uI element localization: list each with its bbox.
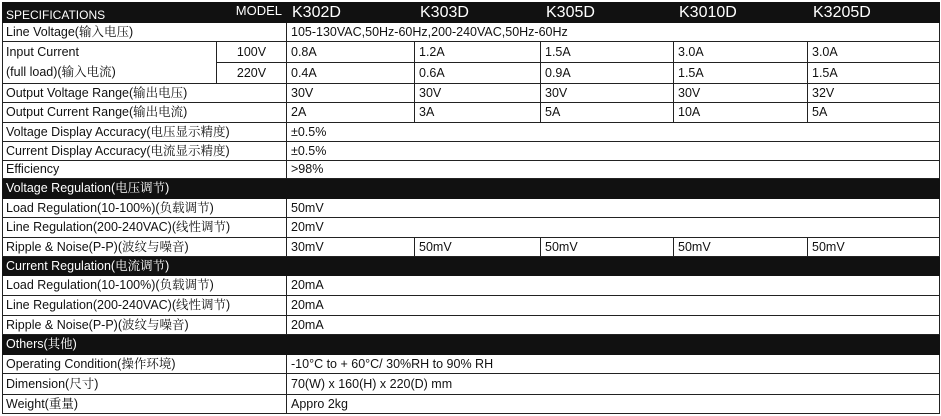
row-value: 30V (674, 83, 808, 102)
row-value: 20mA (287, 295, 940, 315)
section-title: Current Regulation(电流调节) (3, 257, 940, 276)
row-label: Ripple & Noise(P-P)(波纹与噪音) (3, 238, 287, 257)
row-value: 50mV (287, 198, 940, 217)
weight-row (3, 394, 940, 413)
others-section (3, 335, 940, 355)
row-value: 30mV (287, 238, 415, 257)
current-load-regulation-row (3, 276, 940, 295)
operating-condition-row (3, 355, 940, 374)
row-value: 50mV (674, 238, 808, 257)
input-voltage-220v: 220V (217, 63, 287, 84)
row-value: 1.5A (541, 42, 674, 63)
input-current-label (3, 42, 217, 83)
voltage-display-accuracy-row (3, 123, 940, 142)
row-value: 2A (287, 102, 415, 122)
row-value: 30V (287, 83, 415, 102)
row-label: Output Voltage Range(输出电压) (3, 83, 287, 102)
section-title: Voltage Regulation(电压调节) (3, 178, 940, 198)
row-label: Efficiency (3, 161, 287, 178)
row-value: 1.5A (808, 63, 940, 84)
row-value: 20mA (287, 315, 940, 334)
spec-model-header (3, 3, 287, 23)
row-label: Weight(重量) (3, 394, 287, 413)
row-label: Line Regulation(200-240VAC)(线性调节) (3, 295, 287, 315)
row-label: Voltage Display Accuracy(电压显示精度) (3, 123, 287, 142)
row-value: 0.8A (287, 42, 415, 63)
row-label: Line Regulation(200-240VAC)(线性调节) (3, 217, 287, 237)
voltage-line-regulation-row (3, 217, 940, 237)
row-value: ±0.5% (287, 123, 940, 142)
current-line-regulation-row (3, 295, 940, 315)
specifications-label: SPECIFICATIONS (6, 8, 106, 23)
row-value: 50mV (808, 238, 940, 257)
input-current-label-line2: (full load)(输入电流) (6, 65, 116, 80)
model-name: K305D (541, 3, 674, 23)
current-ripple-noise-row (3, 315, 940, 334)
voltage-regulation-section (3, 178, 940, 198)
current-display-accuracy-row (3, 142, 940, 161)
row-label: Current Display Accuracy(电流显示精度) (3, 142, 287, 161)
output-current-row (3, 102, 940, 122)
row-value: 0.4A (287, 63, 415, 84)
model-name: K3010D (674, 3, 808, 23)
row-value: -10°C to + 60°C/ 30%RH to 90% RH (287, 355, 940, 374)
output-voltage-row (3, 83, 940, 102)
row-value: Appro 2kg (287, 394, 940, 413)
row-value: 5A (541, 102, 674, 122)
row-value: 20mV (287, 217, 940, 237)
row-label: Load Regulation(10-100%)(负载调节) (3, 198, 287, 217)
row-value: 50mV (541, 238, 674, 257)
row-value: 3A (415, 102, 541, 122)
row-value: 3.0A (674, 42, 808, 63)
model-name: K302D (287, 3, 415, 23)
row-value: 50mV (415, 238, 541, 257)
line-voltage-row (3, 23, 940, 42)
row-value: 30V (415, 83, 541, 102)
row-label: Operating Condition(操作环境) (3, 355, 287, 374)
model-label: MODEL (235, 3, 282, 18)
model-name: K3205D (808, 3, 940, 23)
row-value: 10A (674, 102, 808, 122)
row-label: Output Current Range(输出电流) (3, 102, 287, 122)
row-value: 0.9A (541, 63, 674, 84)
row-label: Line Voltage(输入电压) (3, 23, 287, 42)
row-value: >98% (287, 161, 940, 178)
row-value: 0.6A (415, 63, 541, 84)
dimension-row (3, 374, 940, 394)
row-value: 1.5A (674, 63, 808, 84)
section-title: Others(其他) (3, 335, 940, 355)
header-row (3, 3, 940, 23)
row-label: Load Regulation(10-100%)(负载调节) (3, 276, 287, 295)
voltage-ripple-noise-row (3, 238, 940, 257)
voltage-load-regulation-row (3, 198, 940, 217)
efficiency-row (3, 161, 940, 178)
row-label: Dimension(尺寸) (3, 374, 287, 394)
row-value: 30V (541, 83, 674, 102)
input-current-row (3, 42, 940, 63)
input-voltage-100v: 100V (217, 42, 287, 63)
row-value: 1.2A (415, 42, 541, 63)
row-value: 3.0A (808, 42, 940, 63)
row-value: ±0.5% (287, 142, 940, 161)
specifications-table (2, 2, 940, 414)
row-value: 20mA (287, 276, 940, 295)
row-value: 5A (808, 102, 940, 122)
row-value: 32V (808, 83, 940, 102)
model-name: K303D (415, 3, 541, 23)
row-value: 70(W) x 160(H) x 220(D) mm (287, 374, 940, 394)
input-current-label-line1: Input Current (6, 45, 79, 60)
row-label: Ripple & Noise(P-P)(波纹与噪音) (3, 315, 287, 334)
row-value: 105-130VAC,50Hz-60Hz,200-240VAC,50Hz-60Hz (287, 23, 940, 42)
current-regulation-section (3, 257, 940, 276)
